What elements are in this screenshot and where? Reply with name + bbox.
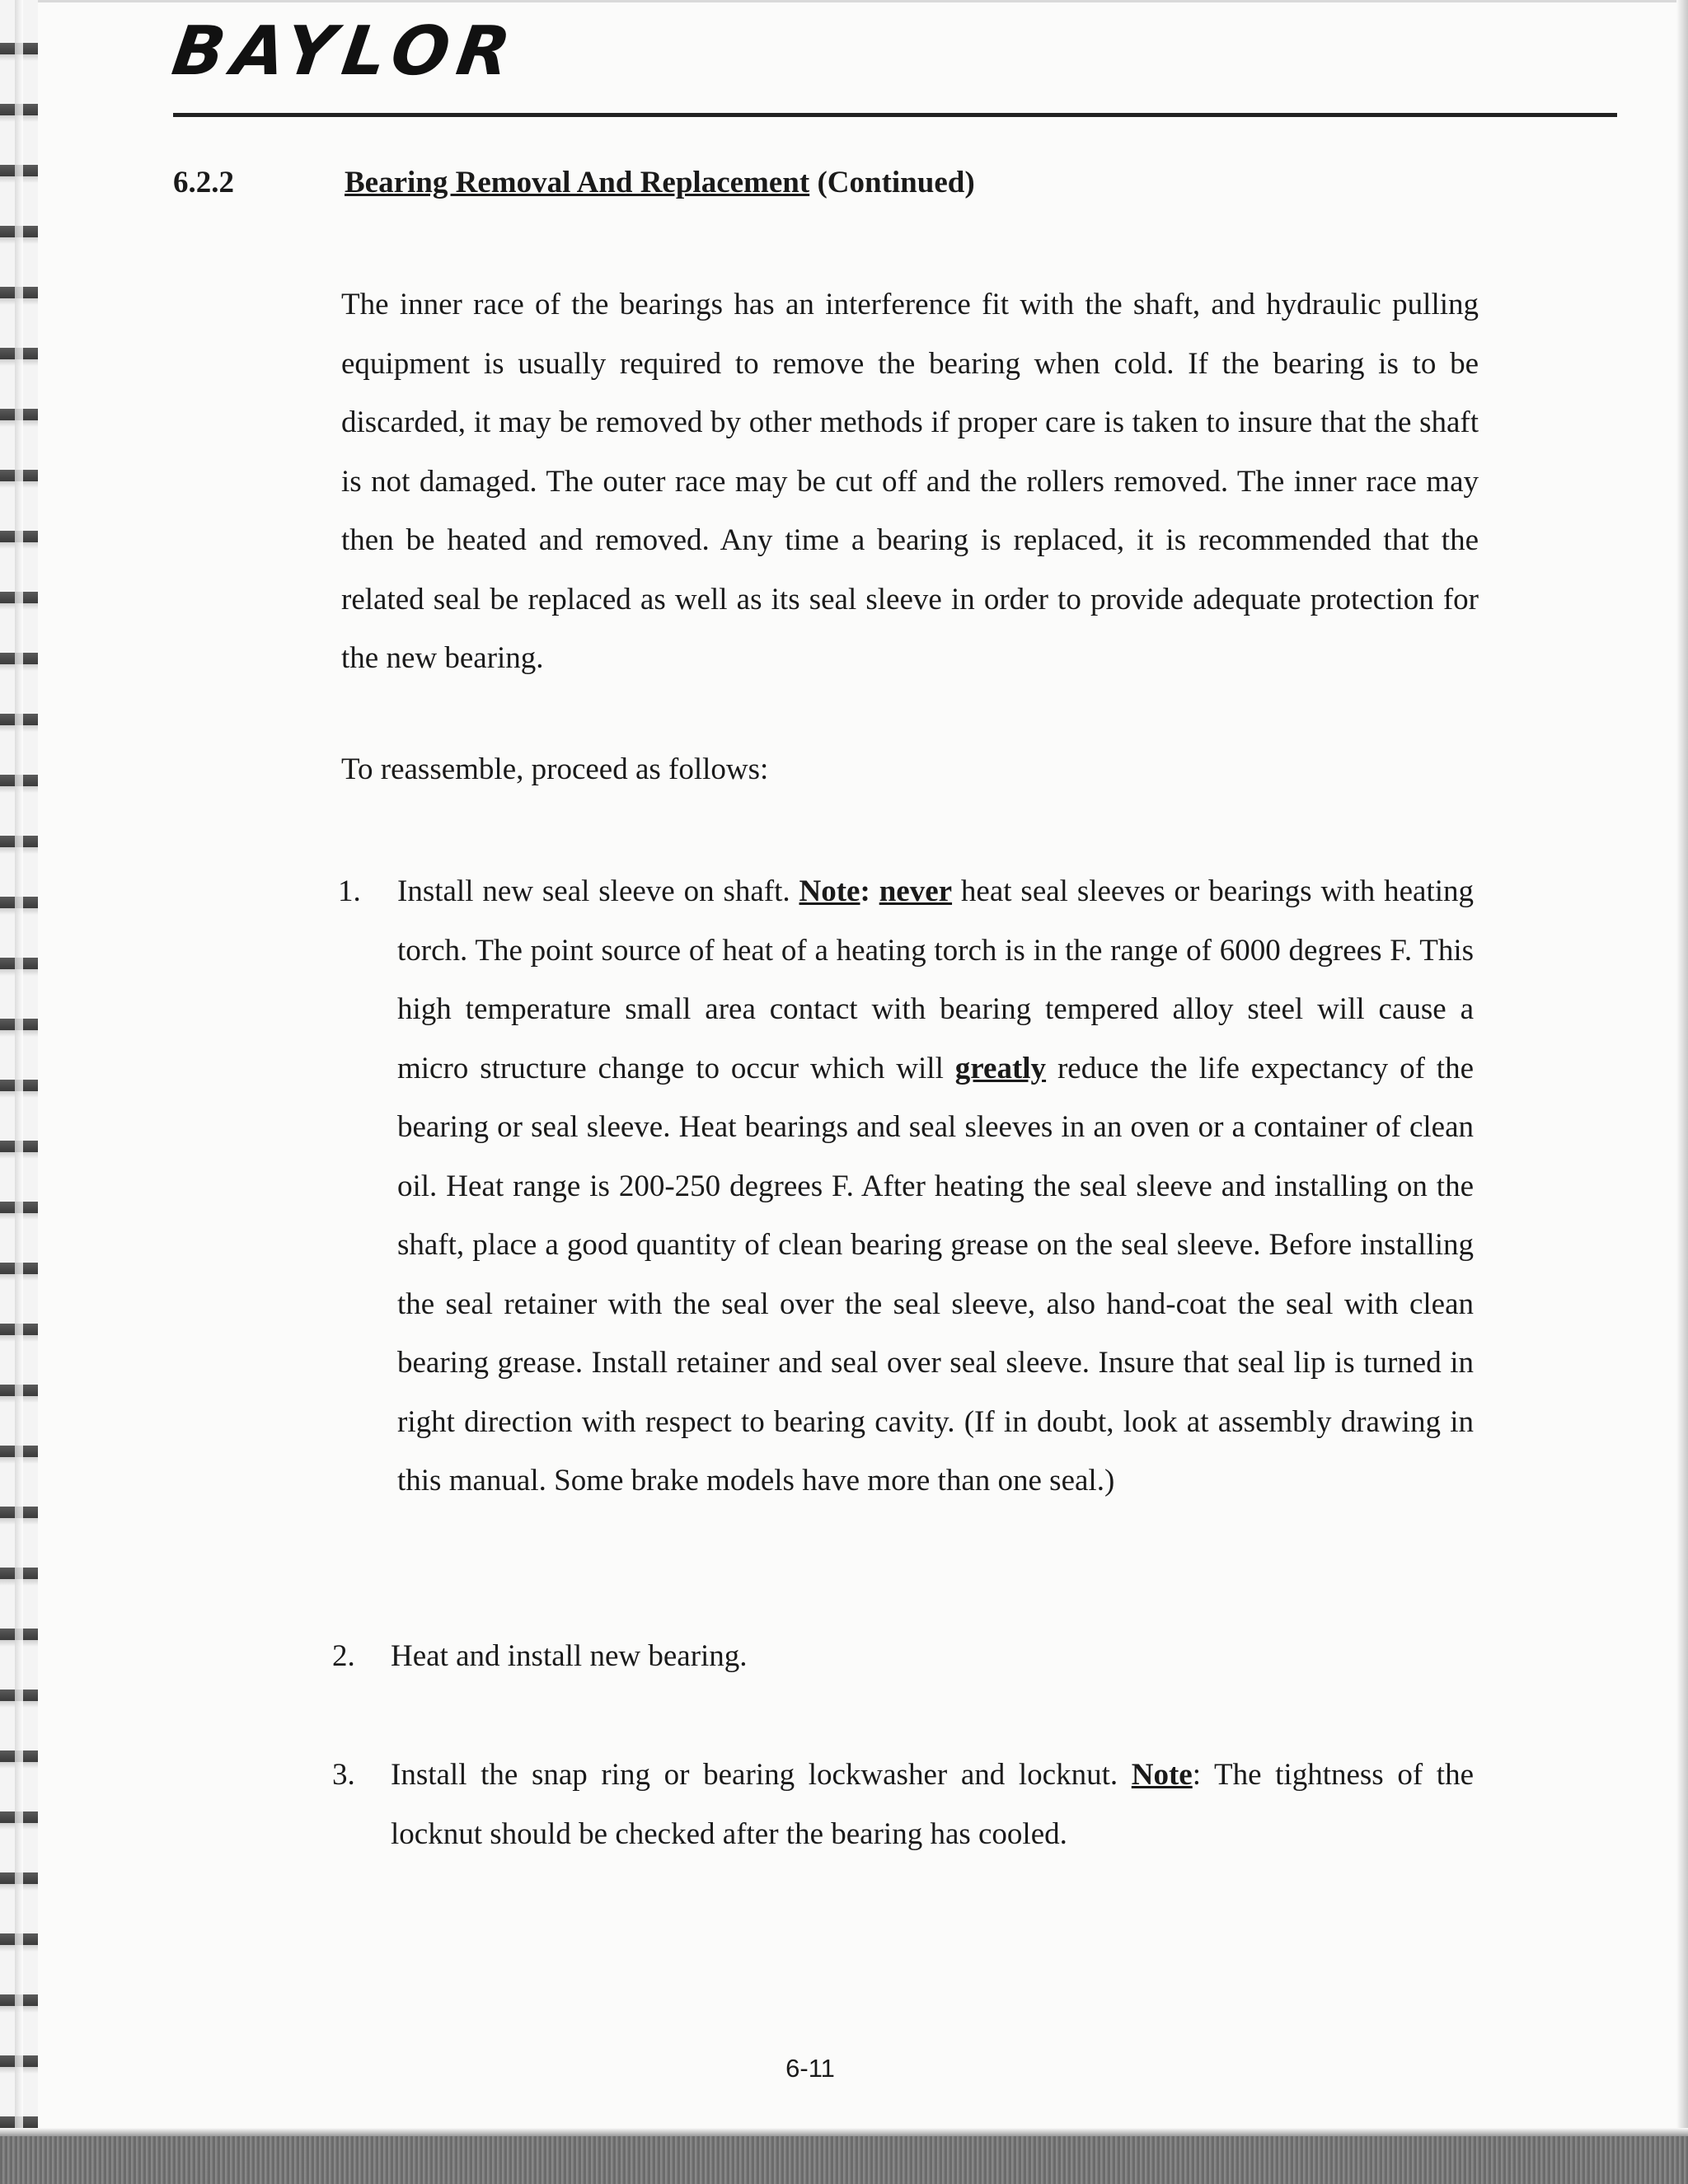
header-rule: [173, 113, 1617, 117]
paragraph-bearing-removal: The inner race of the bearings has an interference fit with the shaft, and hydraulic pulling equipment is usually required to remove the bearing when cold. If the bearing is to be discarded, it may be removed by other methods if proper care is taken to insure that the shaft is not damaged. The outer race may be cut off and the rollers removed. The inner race may then be heated and removed. Any time a bearing is replaced, it is recommended that the related seal be replaced as well as its seal sleeve in order to provide adequate protection for the new bearing.: [341, 288, 1479, 675]
step-1-number: 1.: [338, 874, 361, 908]
step-3-note-label: Note: [1131, 1758, 1193, 1792]
scan-bottom-band: [0, 2136, 1688, 2184]
binding-shadow: [15, 0, 23, 2184]
step-1-text-c: heat seal sleeves or bearings with heating torch. The point source of heat of a heating torch is in the range of 6000 degrees F. This high temperature small area contact with bearing tempered alloy steel will cause a micro structure change to occur which will: [397, 874, 1474, 1085]
paragraph-reassemble-intro: To reassemble, proceed as follows:: [341, 752, 769, 786]
binding-edge: [0, 0, 38, 2184]
section-number: 6.2.2: [173, 166, 234, 199]
step-2-text: Heat and install new bearing.: [391, 1639, 748, 1673]
step-1-note-label: Note: [799, 874, 860, 908]
step-1-text-d: reduce the life expectancy of the bearing or seal sleeve. Heat bearings and seal sleeves in an oven or a container of clean oil. Heat range is 200-250 degrees F. After heating the seal sleeve and installing on the shaft, place a good quantity of clean bearing grease on the seal sleeve. Before installing the seal retainer with the seal over the seal sleeve, also hand-coat the seal with clean bearing grease. Install retainer and seal over seal sleeve. Insure that seal lip is turned in right direction with respect to bearing cavity. (If in doubt, look at assembly drawing in this manual. Some brake models have more than one seal.): [397, 1051, 1474, 1497]
step-3-number: 3.: [332, 1758, 355, 1792]
step-1-text: [397, 862, 1474, 1511]
step-1-emphasis-greatly: greatly: [954, 1051, 1047, 1085]
page-number: 6-11: [785, 2054, 835, 2083]
scan-bottom-shadow: [0, 2128, 1688, 2136]
section-title: Bearing Removal And Replacement: [345, 166, 810, 199]
scan-top-edge: [0, 0, 1688, 2]
step-1-text-b: :: [860, 874, 879, 908]
scan-right-edge: [1676, 0, 1688, 2184]
step-1-emphasis-never: never: [879, 874, 953, 908]
baylor-logo: BAYLOR: [167, 12, 523, 91]
step-1-text-a: Install new seal sleeve on shaft.: [397, 874, 799, 908]
step-3-text: [391, 1746, 1474, 1863]
section-heading: [345, 165, 975, 200]
step-3-text-a: Install the snap ring or bearing lockwasher and locknut.: [391, 1758, 1132, 1792]
step-2-number: 2.: [332, 1639, 355, 1673]
step-3-text-b: : The tightness of the locknut should be checked after the bearing has cooled.: [391, 1758, 1475, 1851]
section-title-suffix: (Continued): [809, 166, 975, 199]
